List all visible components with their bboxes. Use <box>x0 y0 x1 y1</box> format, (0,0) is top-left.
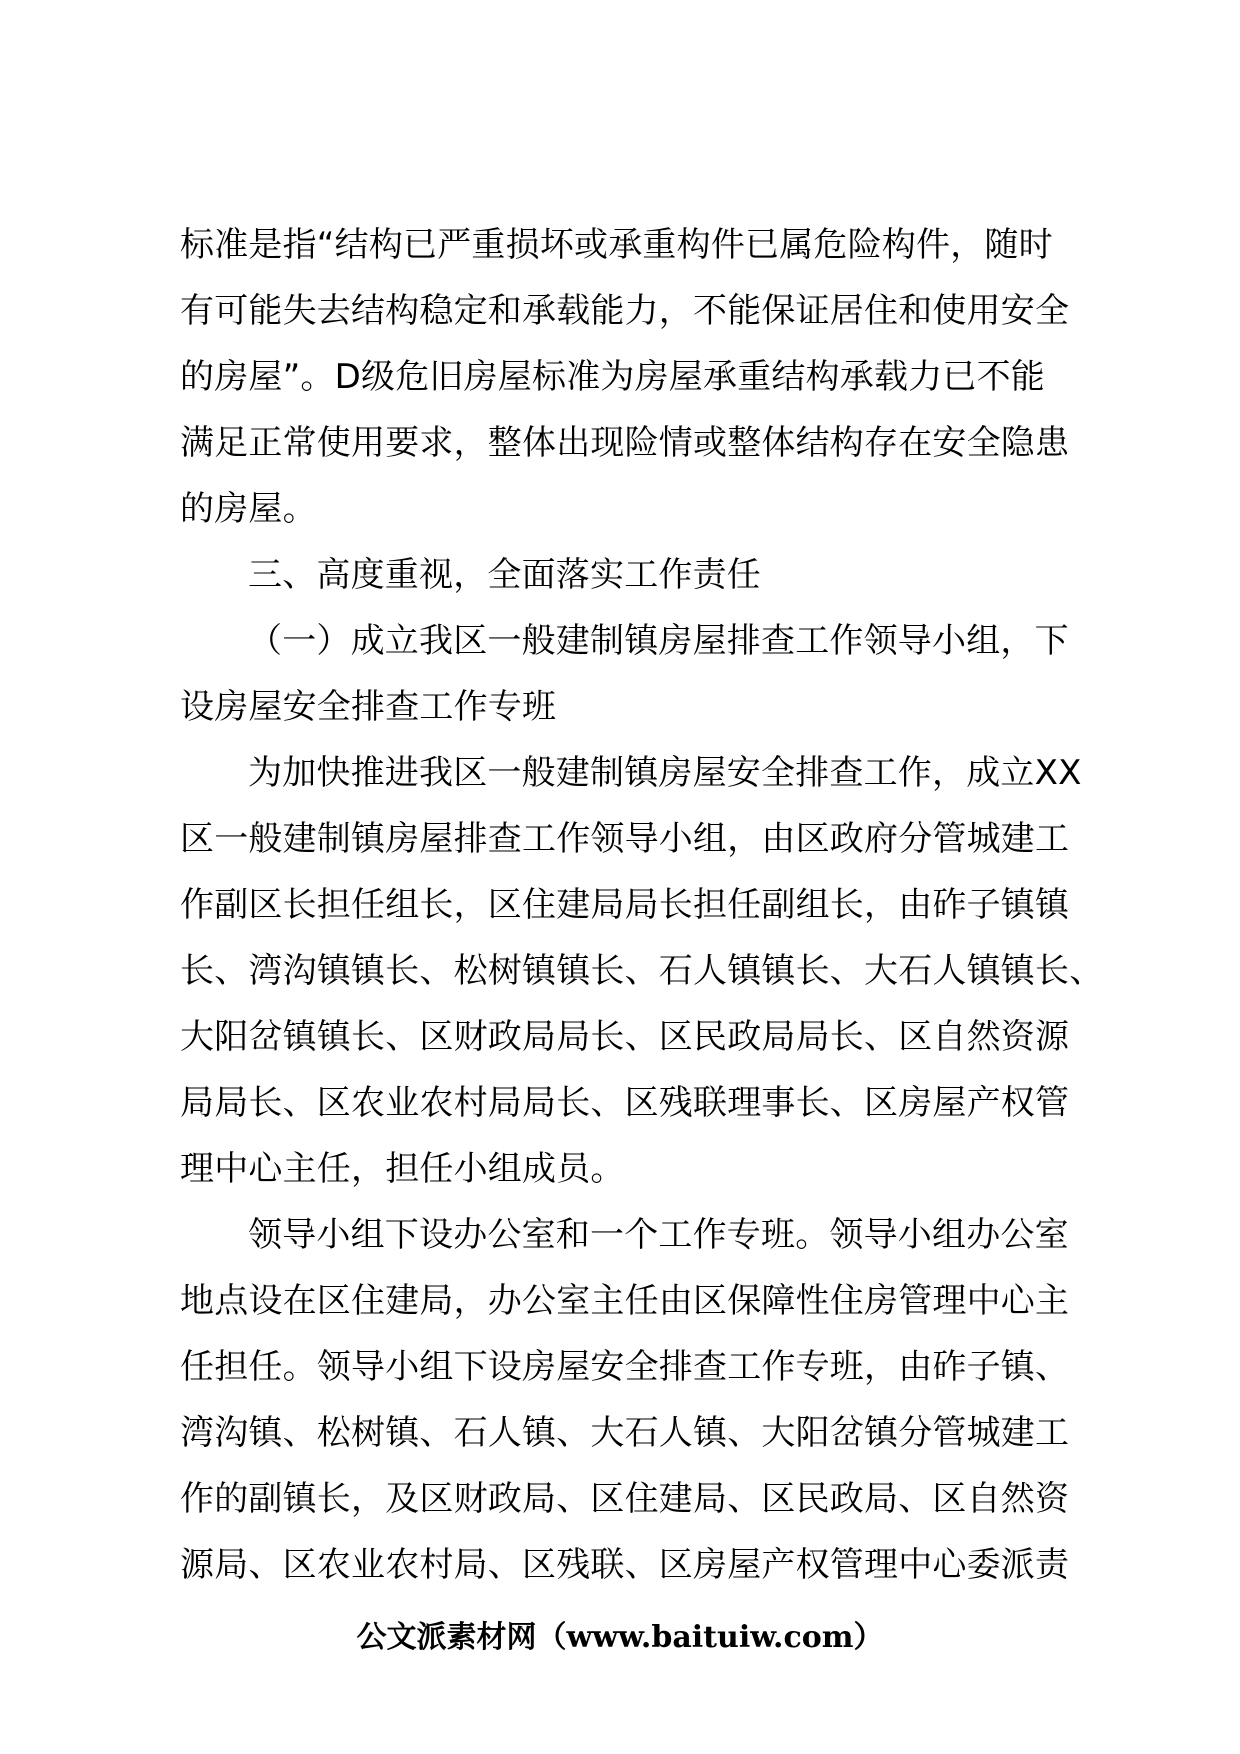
body-line: 作的副镇长，及区财政局、区住建局、区民政局、区自然资 <box>180 1479 1070 1519</box>
body-line: 任担任。领导小组下设房屋安全排查工作专班，由砟子镇、 <box>180 1347 1070 1387</box>
body-line: 的房屋。 <box>180 489 317 529</box>
body-line: 大阳岔镇镇长、区财政局局长、区民政局局长、区自然资源 <box>180 1017 1070 1057</box>
body-line: 标准是指“结构已严重损坏或承重构件已属危险构件，随时 <box>180 225 1053 265</box>
body-line: 有可能失去结构稳定和承载能力，不能保证居住和使用安全 <box>180 291 1070 331</box>
body-line: 长、湾沟镇镇长、松树镇镇长、石人镇镇长、大石人镇镇长、 <box>180 951 1104 991</box>
body-line: 区一般建制镇房屋排查工作领导小组，由区政府分管城建工 <box>180 819 1070 859</box>
subsection-heading: （一）成立我区一般建制镇房屋排查工作领导小组，下 <box>248 621 1069 661</box>
body-line: 领导小组下设办公室和一个工作专班。领导小组办公室 <box>248 1215 1069 1255</box>
body-line: 的房屋”。D级危旧房屋标准为房屋承重结构承载力已不能 <box>180 357 1045 397</box>
body-line: 源局、区农业农村局、区残联、区房屋产权管理中心委派责 <box>180 1545 1070 1585</box>
footer-watermark: 公文派素材网（www.baituiw.com） <box>356 1620 884 1655</box>
document-body <box>180 212 1104 1598</box>
section-heading: 三、高度重视，全面落实工作责任 <box>248 555 761 595</box>
body-line: 满足正常使用要求，整体出现险情或整体结构存在安全隐患 <box>180 423 1070 463</box>
body-line: 作副区长担任组长，区住建局局长担任副组长，由砟子镇镇 <box>180 885 1070 925</box>
subsection-heading-continued: 设房屋安全排查工作专班 <box>180 687 557 727</box>
body-line: 地点设在区住建局，办公室主任由区保障性住房管理中心主 <box>180 1281 1070 1321</box>
body-line: 局局长、区农业农村局局长、区残联理事长、区房屋产权管 <box>180 1083 1070 1123</box>
body-line: 湾沟镇、松树镇、石人镇、大石人镇、大阳岔镇分管城建工 <box>180 1413 1070 1453</box>
body-line: 为加快推进我区一般建制镇房屋安全排查工作，成立XX <box>248 753 1082 793</box>
body-line: 理中心主任，担任小组成员。 <box>180 1149 625 1189</box>
